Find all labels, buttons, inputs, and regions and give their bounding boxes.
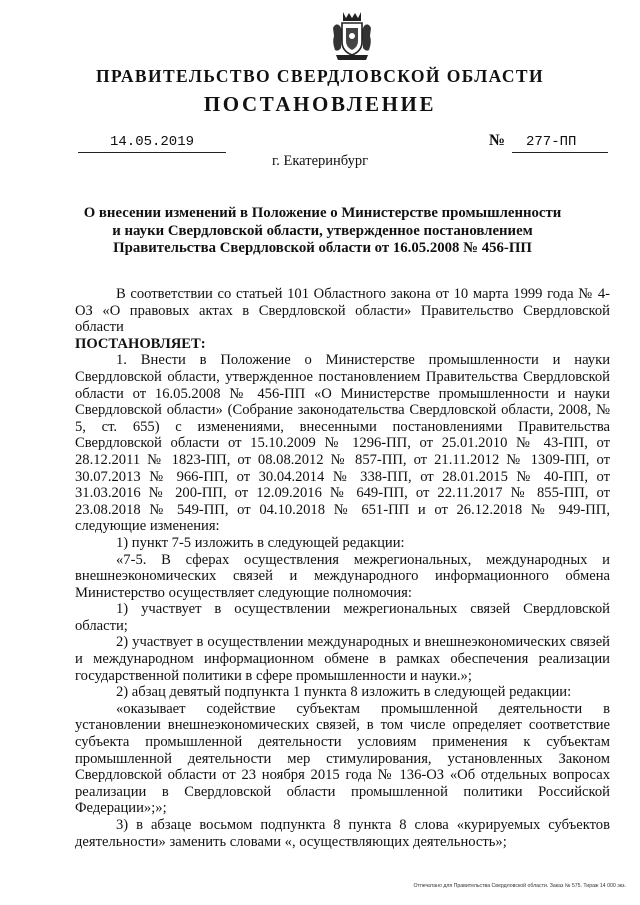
subitem-1-paragraph: 1) пункт 7-5 изложить в следующей редакции: (116, 534, 405, 551)
number-sign: № (489, 132, 506, 149)
resolves-heading: ПОСТАНОВЛЯЕТ: (75, 335, 206, 352)
preamble-paragraph: В соответствии со статьей 101 Областного закона от 10 марта 1999 года № 4-ОЗ «О правовых актах в Свердловской области» Правительство Свердловской области (75, 286, 610, 336)
item-1-paragraph: 1. Внести в Положение о Министерстве промышленности и науки Свердловской области, утвержденное постановлением Правительства Свердловской области от 16.05.2008 № 456-ПП «О Министерстве промышленности и науки Свердловской области» (Собрание законодательства Свердловской области, 2008, № 5, ст. 655) с изменениями, внесенными постановлениями Правительства Свердловской области от 15.10.2009 № 1296-ПП, от 25.01.2010 № 43-ПП, от 28.12.2011 № 1823-ПП, от 08.08.2012 № 857-ПП, от 21.11.2012 № 1309-ПП, от 30.07.2013 № 966-ПП, от 30.04.2014 № 338-ПП, от 28.01.2015 № 40-ПП, от 31.03.2016 № 200-ПП, от 12.09.2016 № 649-ПП, от 22.11.2017 № 855-ПП, от 23.08.2018 № 549-ПП, от 04.10.2018 № 651-ПП и от 26.12.2018 № 949-ПП, следующие изменения: (75, 352, 610, 535)
quote-1-b-paragraph: 2) участвует в осуществлении международных и внешнеэкономических связей и международном информационном обмене в рамках обеспечения реализации государственной политики в сфере промышленности и науки.»; (75, 634, 610, 684)
quote-1-a-paragraph: 1) участвует в осуществлении межрегиональных связей Свердловской области; (75, 601, 610, 634)
document-date: 14.05.2019 (110, 134, 195, 150)
coat-of-arms-emblem (330, 8, 374, 62)
document-type: ПОСТАНОВЛЕНИЕ (203, 92, 437, 116)
print-footer: Отпечатано для Правительства Свердловской области. Заказ № 575. Тираж 14 000 экз. (413, 883, 626, 889)
document-number: 277-ПП (526, 134, 577, 150)
organization-name: ПРАВИТЕЛЬСТВО СВЕРДЛОВСКОЙ ОБЛАСТИ (96, 66, 544, 86)
city: г. Екатеринбург (271, 153, 369, 169)
subitem-3-paragraph: 3) в абзаце восьмом подпункта 8 пункта 8 слова «курируемых субъектов деятельности» заменить словами «, осуществляющих деятельность»; (75, 817, 610, 850)
document-body (75, 286, 610, 850)
quote-1-paragraph: «7-5. В сферах осуществления межрегиональных, международных и внешнеэкономических связей и международного информационного обмена Министерство осуществляет следующие полномочия: (75, 551, 610, 601)
document-title: О внесении изменений в Положение о Министерстве промышленности и науки Свердловской области, утвержденное постановлением Правительства Свердловской области от 16.05.2008 № 456-ПП (83, 205, 562, 256)
subitem-2-paragraph: 2) абзац девятый подпункта 1 пункта 8 изложить в следующей редакции: (116, 684, 572, 701)
quote-2-paragraph: «оказывает содействие субъектам промышленной деятельности в установлении внешнеэкономических связей, в том числе определяет соответствие субъекта промышленной деятельности условиям применения к субъектам промышленной деятельности мер стимулирования, установленных Законом Свердловской области от 23 ноября 2015 года № 136-ОЗ «Об отдельных вопросах реализации в Свердловской области промышленной политики Российской Федерации»;»; (75, 700, 610, 817)
